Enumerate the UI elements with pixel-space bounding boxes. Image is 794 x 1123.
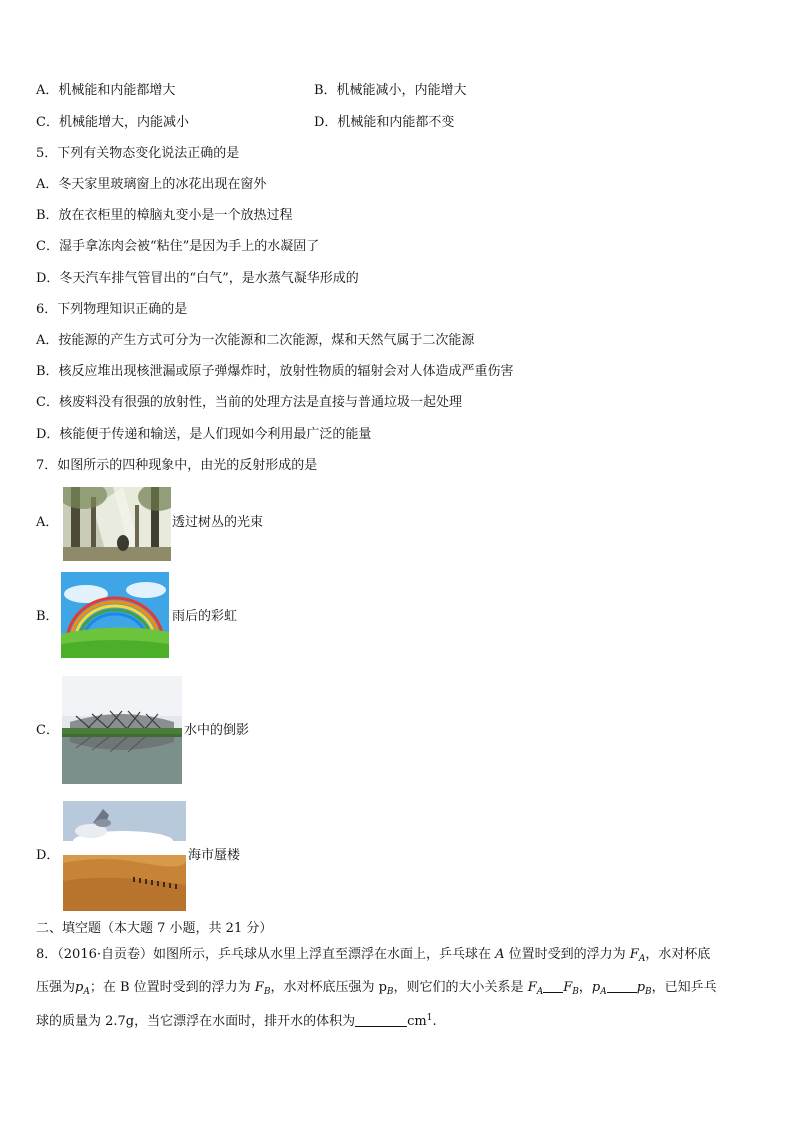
- water-reflection-image: [62, 676, 182, 784]
- q5-stem: 5．下列有关物态变化说法正确的是: [36, 146, 240, 161]
- rainbow-image: [61, 572, 169, 658]
- answer-blank-3[interactable]: [355, 1012, 407, 1027]
- forest-light-image: [63, 487, 171, 561]
- q7-option-d-letter: D．: [36, 848, 60, 863]
- mirage-image: [63, 801, 186, 911]
- q7-option-c-caption: 水中的倒影: [184, 723, 250, 738]
- q6-stem: 6．下列物理知识正确的是: [36, 302, 188, 317]
- answer-blank-1[interactable]: [543, 978, 563, 993]
- q7-option-b-caption: 雨后的彩虹: [172, 609, 238, 624]
- q7-option-b-letter: B．: [36, 609, 59, 624]
- q5-option-d: D．冬天汽车排气管冒出的“白气”，是水蒸气凝华形成的: [36, 271, 359, 286]
- q5-option-b: B．放在衣柜里的樟脑丸变小是一个放热过程: [36, 208, 293, 223]
- q8-line-3: 球的质量为 2.7g，当它漂浮在水面时，排开水的体积为 $cm^1$.: [36, 1013, 437, 1029]
- q6-option-d: D．核能便于传递和输送，是人们现如今利用最广泛的能量: [36, 427, 372, 442]
- q7-option-a-caption: 透过树丛的光束: [172, 515, 264, 530]
- section-heading: 二、填空题（本大题 7 小题，共 21 分）: [36, 921, 273, 936]
- q7-option-a-letter: A．: [36, 515, 59, 530]
- q4-option-a: A．机械能和内能都增大: [36, 83, 176, 98]
- q7-option-c-letter: C．: [36, 723, 59, 738]
- q4-option-b: B．机械能减小，内能增大: [314, 83, 467, 98]
- q8-line-2: 压强为$p_A$；在 B 位置时受到的浮力为 $F_B$，水对杯底压强为 $p_B$，则它们的大小关系是 $F_A$ $F_B$，$p_A$ $p_B$，已知乒乓: [36, 980, 717, 997]
- q5-option-a: A．冬天家里玻璃窗上的冰花出现在窗外: [36, 177, 267, 192]
- q5-option-c: C．湿手拿冻肉会被“粘住”是因为手上的水凝固了: [36, 239, 320, 254]
- q7-option-d-caption: 海市蜃楼: [188, 848, 241, 863]
- q6-option-c: C．核废料没有很强的放射性，当前的处理方法是直接与普通垃圾一起处理: [36, 395, 462, 410]
- q6-option-b: B．核反应堆出现核泄漏或原子弹爆炸时，放射性物质的辐射会对人体造成严重伤害: [36, 364, 514, 379]
- q4-option-c: C．机械能增大，内能减小: [36, 115, 189, 130]
- answer-blank-2[interactable]: [607, 978, 637, 993]
- q7-stem: 7．如图所示的四种现象中，由光的反射形成的是: [36, 458, 318, 473]
- q6-option-a: A．按能源的产生方式可分为一次能源和二次能源，煤和天然气属于二次能源: [36, 333, 475, 348]
- q4-option-d: D．机械能和内能都不变: [314, 115, 455, 130]
- q8-line-1: 8．（2016·自贡卷）如图所示，乒乓球从水里上浮直至漂浮在水面上，乒乓球在 A 位置时受到的浮力为 $F_A$，水对杯底: [36, 947, 711, 964]
